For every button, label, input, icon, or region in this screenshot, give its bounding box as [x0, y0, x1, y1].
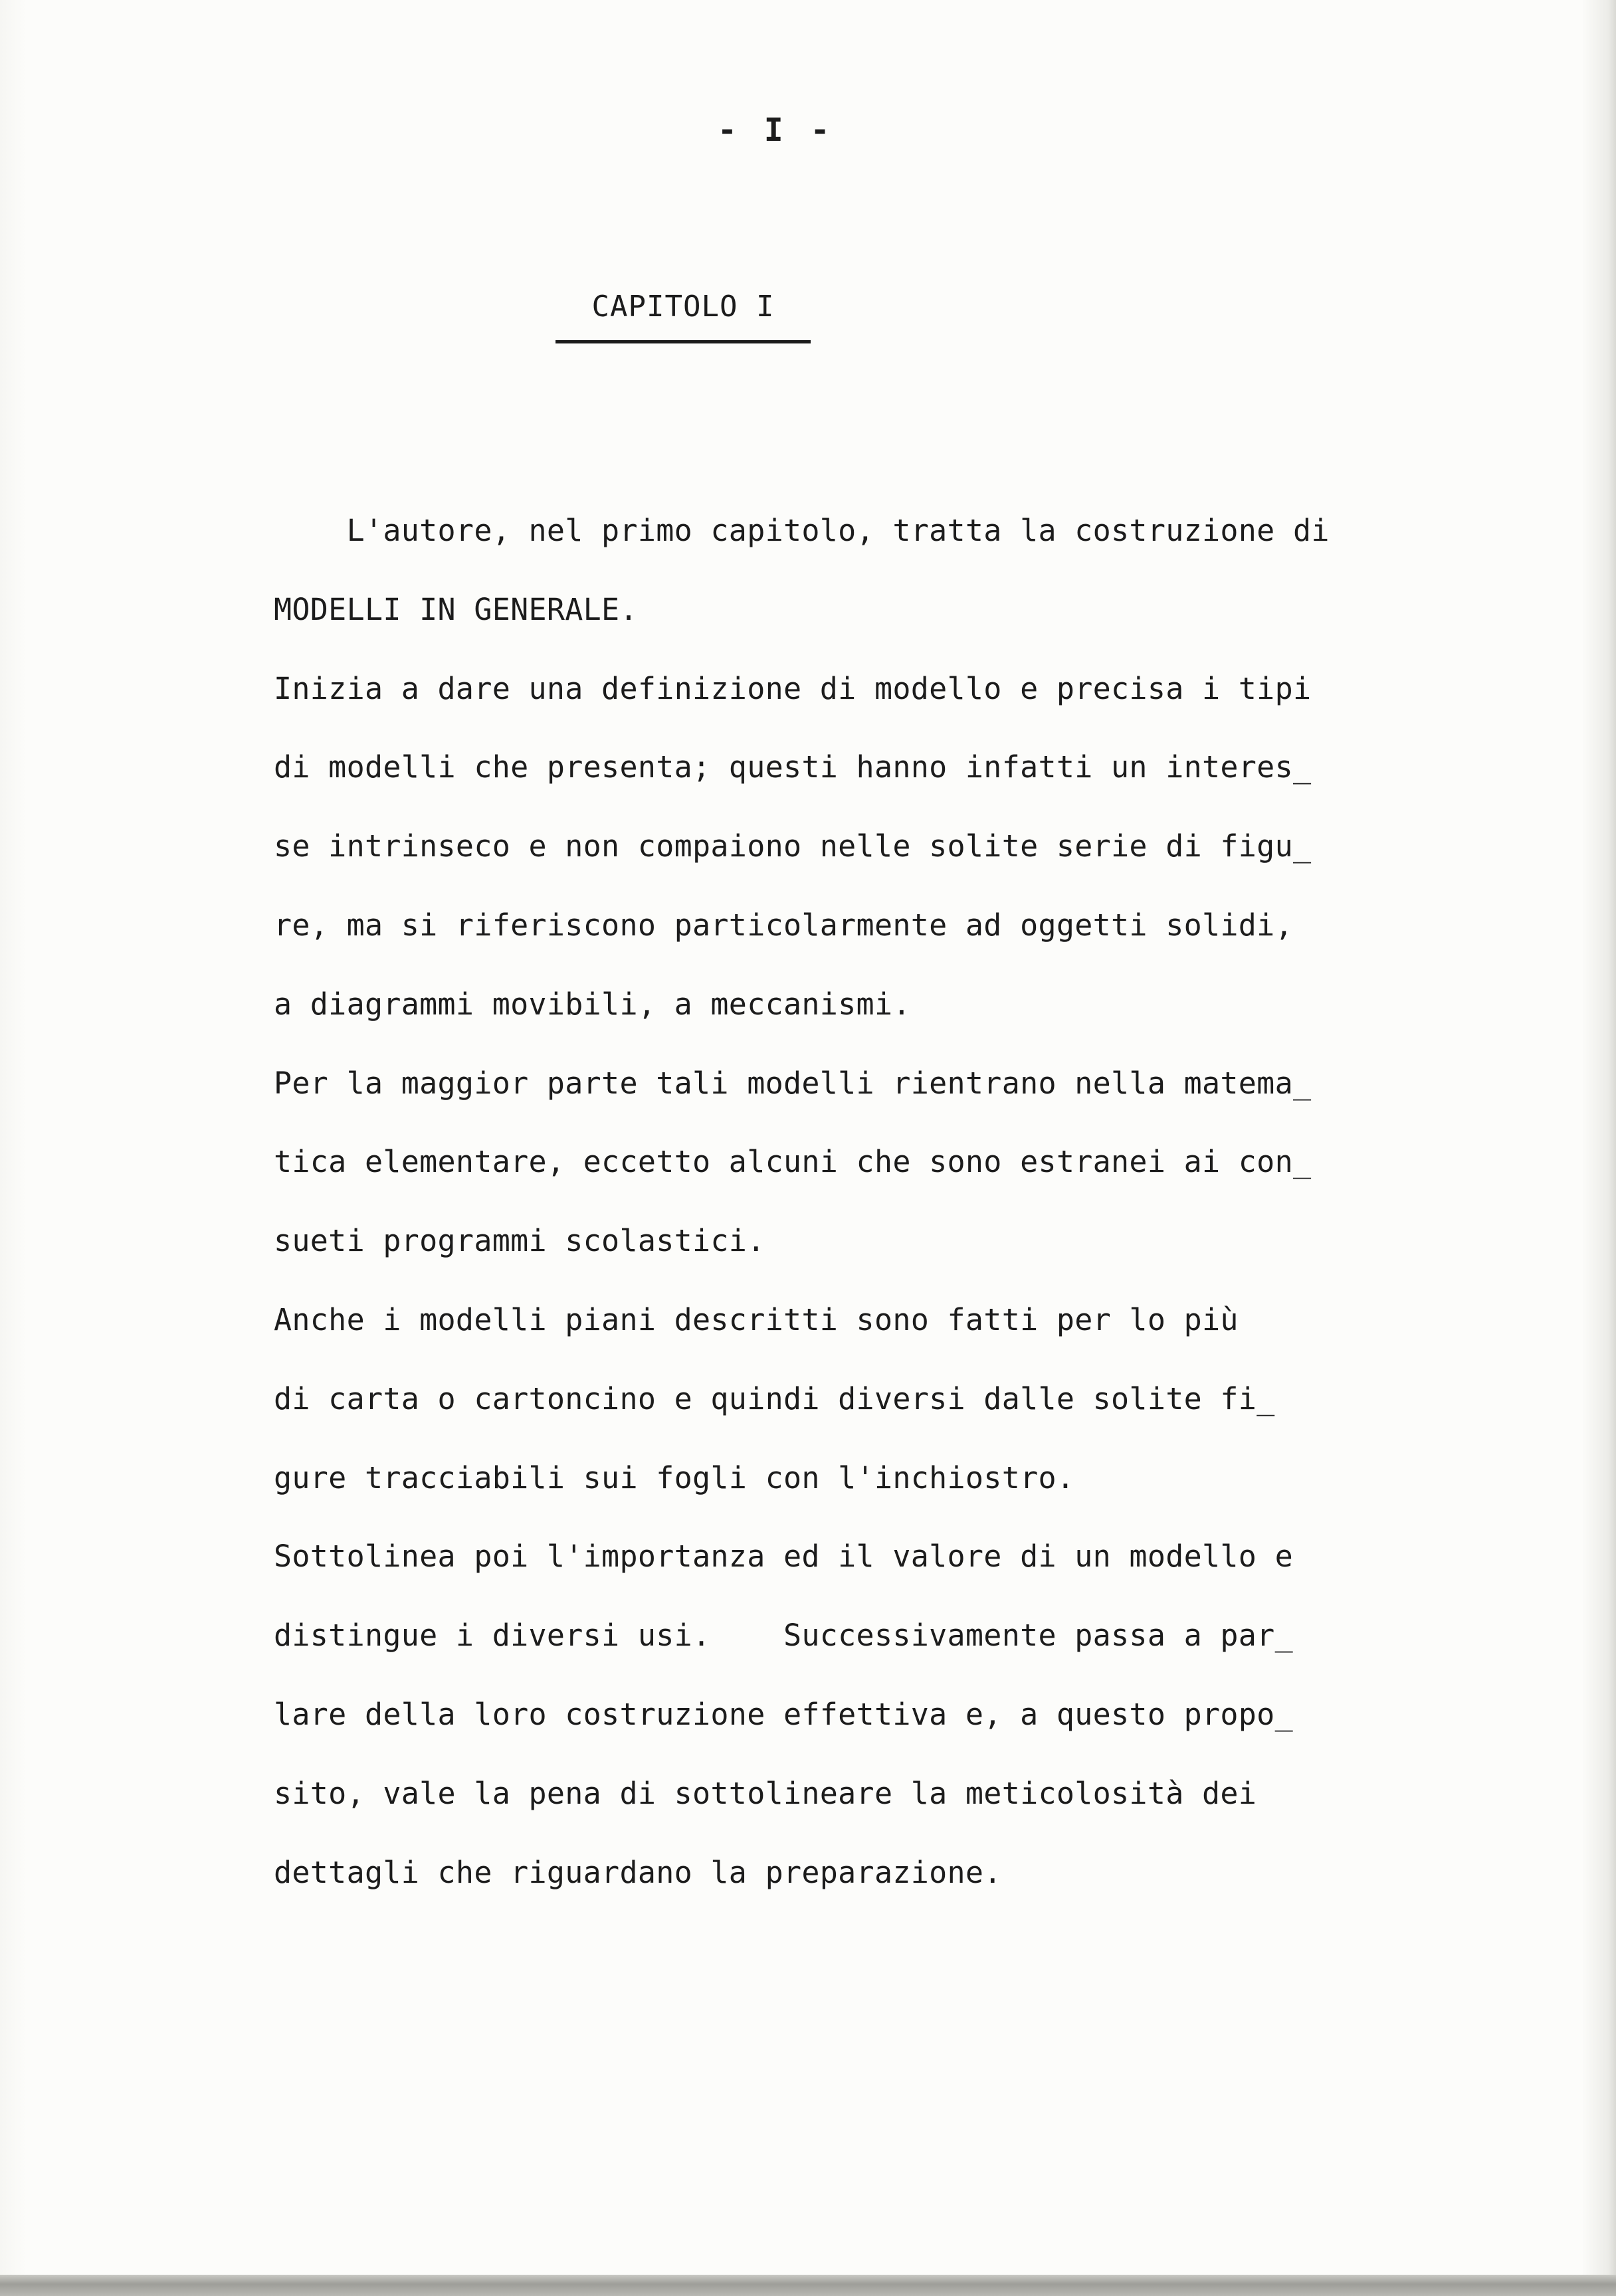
- text-line: Per la maggior parte tali modelli rientrano nella matema_: [274, 1065, 1312, 1101]
- text-line: distingue i diversi usi. Successivamente passa a par_: [274, 1618, 1293, 1654]
- text-line: tica elementare, eccetto alcuni che sono estranei ai con_: [274, 1144, 1312, 1180]
- body-text: [274, 492, 1470, 1912]
- page-number: - I -: [718, 112, 834, 149]
- text-line: sito, vale la pena di sottolineare la meticolosità dei: [274, 1775, 1257, 1811]
- text-line: dettagli che riguardano la preparazione.: [274, 1854, 1002, 1890]
- text-line: lare della loro costruzione effettiva e, a questo propo_: [274, 1696, 1293, 1732]
- chapter-title: CAPITOLO I: [591, 290, 775, 324]
- text-line: L'autore, nel primo capitolo, tratta la costruzione di: [274, 513, 1330, 548]
- text-line: Inizia a dare una definizione di modello e precisa i tipi: [274, 670, 1312, 706]
- text-line: Sottolinea poi l'importanza ed il valore di un modello e: [274, 1539, 1293, 1575]
- text-line: gure tracciabili sui fogli con l'inchiostro.: [274, 1460, 1075, 1495]
- text-line: re, ma si riferiscono particolarmente ad oggetti solidi,: [274, 907, 1293, 943]
- text-line: Anche i modelli piani descritti sono fatti per lo più: [274, 1301, 1239, 1337]
- scan-bottom-edge: [0, 2275, 1616, 2296]
- text-line: sueti programmi scolastici.: [274, 1223, 765, 1259]
- text-line: MODELLI IN GENERALE.: [274, 591, 638, 627]
- text-line: di modelli che presenta; questi hanno infatti un interes_: [274, 749, 1312, 785]
- text-line: se intrinseco e non compaiono nelle solite serie di figu_: [274, 828, 1312, 864]
- text-line: a diagrammi movibili, a meccanismi.: [274, 986, 911, 1022]
- chapter-title-underline: [556, 340, 811, 343]
- text-line: di carta o cartoncino e quindi diversi dalle solite fi_: [274, 1381, 1275, 1416]
